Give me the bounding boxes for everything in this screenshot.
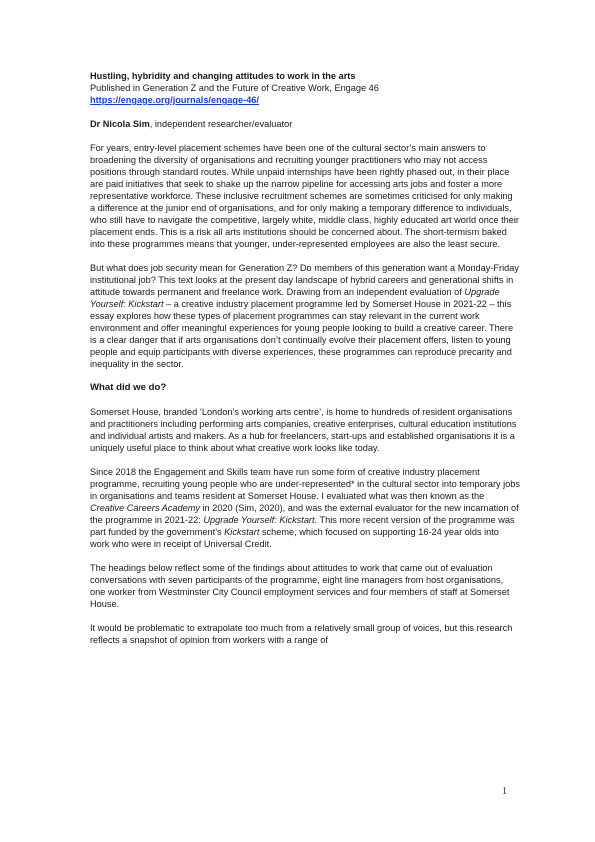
page-number: 1 [502, 786, 507, 797]
paragraph-1: For years, entry-level placement schemes have been one of the cultural sector’s main answers to broadening the diversity of organisations and recruiting younger practitioners who may not access positions through standard routes. While unpaid internships have been rightly phased out, in their place are paid initiatives that seek to shake up the narrow pipeline for accessing arts jobs and foster a more representative workforce. These inclusive recruitment schemes are sometimes criticised for only making a difference at the junior end of organisations, and for only making a temporary difference to individuals, who still have to navigate the competitive, largely white, middle class, highly educated art world once their placement ends. This is a risk all arts institutions should be concerned about. The short-termism baked into these programmes means that younger, under-represented employees are also the least secure. [90, 143, 519, 249]
paragraph-6: It would be problematic to extrapolate too much from a relatively small group of voices, but this research reflects a snapshot of opinion from workers with a range of [90, 623, 513, 645]
programme-name-emphasis: Upgrade Yourself: Kickstart [90, 287, 500, 309]
author-line [90, 118, 520, 130]
programme-name-emphasis: Upgrade Yourself: Kickstart [203, 515, 315, 525]
journal-link[interactable]: https://engage.org/journals/engage-46/ [90, 95, 259, 105]
article-title: Hustling, hybridity and changing attitudes to work in the arts [90, 71, 356, 81]
section-heading: What did we do? [90, 382, 167, 393]
author-role: , independent researcher/evaluator [149, 119, 293, 129]
paragraph-5: The headings below reflect some of the findings about attitudes to work that came out of evaluation conversations with seven participants of the programme, eight line managers from host organisations, one worker from Westminster City Council employment services and four members of staff at Somerset House. [90, 563, 510, 609]
academy-name-emphasis: Creative Careers Academy [90, 503, 200, 513]
publication-line: Published in Generation Z and the Future of Creative Work, Engage 46 [90, 83, 379, 93]
paragraph-2: But what does job security mean for Generation Z? Do members of this generation want a Monday-Friday institutional job? This text looks at the present day landscape of hybrid careers and generational shifts in attitude towards permanent and freelance work. Drawing from an independent evaluation of Upgrade Yourself: Kickstart – a creative industry placement programme led by Somerset House in 2021-22 – this essay explores how these types of placement programmes can stay relevant in the current work environment and offer meaningful experiences for young people looking to build a creative career. There is a clear danger that if arts organisations don’t continually evolve their placement offers, listen to young people and equip participants with diverse experiences, these programmes can reproduce precarity and inequality in the sector. [90, 263, 519, 369]
paragraph-3: Somerset House, branded ‘London’s working arts centre’, is home to hundreds of resident organisations and practitioners including performing arts companies, creative enterprises, cultural education institutions and individual artists and makers. As a hub for freelancers, start-ups and established organisations it is a uniquely useful place to think about what creative work looks like today. [90, 407, 517, 453]
document-body [90, 70, 520, 658]
author-name: Dr Nicola Sim [90, 119, 150, 129]
paragraph-4: Since 2018 the Engagement and Skills team have run some form of creative industry placement programme, recruiting young people who are under-represented* in the cultural sector into temporary jobs in organisations and teams resident at Somerset House. I evaluated what was then known as the Creative Careers Academy in 2020 (Sim, 2020), and was the external evaluator for the new incarnation of the programme in 2021-22: Upgrade Yourself: Kickstart. This more recent version of the programme was part funded by the government’s Kickstart scheme, which focused on supporting 16-24 year olds into work who were in receipt of Universal Credit. [90, 467, 521, 549]
scheme-name-emphasis: Kickstart [224, 527, 260, 537]
